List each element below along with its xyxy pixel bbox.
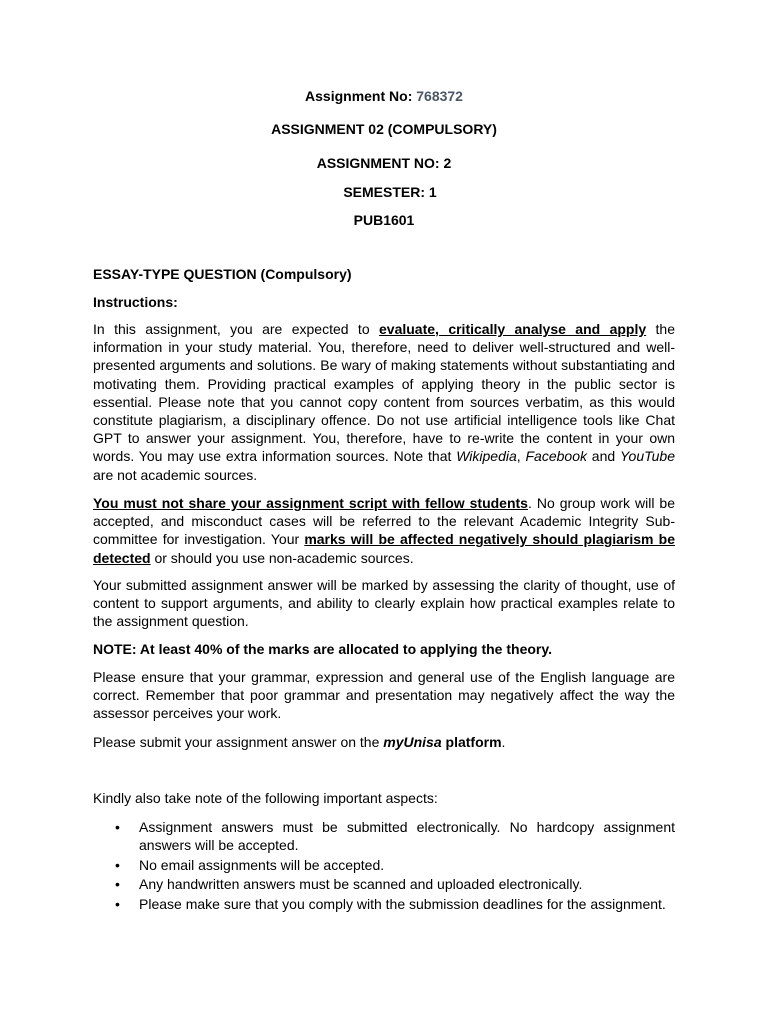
list-item	[93, 895, 675, 913]
bullet-icon: •	[115, 876, 120, 893]
para5-text: Please submit your assignment answer on the	[93, 734, 384, 750]
list-item	[93, 856, 675, 874]
paragraph-3	[93, 576, 675, 631]
aspects-intro: Kindly also take note of the following important aspects:	[93, 790, 438, 806]
source-youtube: YouTube	[619, 448, 675, 465]
para1-text-b: the information in your study material. You, therefore, need to deliver well-structured and well-presented arguments and solutions. Be wary of making statements without substantiating and motivating them. Providing practical examples of applying theory in the public sector is essential. Please note that you cannot copy content from sources verbatim, as this would constitute plagiarism, a disciplinary offence. Do not use artificial intelligence tools like Chat GPT to answer your assignment. You, therefore, have to re-write the content in your own words. You may use extra information sources. Note that	[93, 321, 675, 465]
assignment-number: ASSIGNMENT NO: 2	[316, 155, 452, 171]
para2-text-b: or should you use non-academic sources.	[150, 549, 414, 566]
para1-sep1: ,	[516, 448, 526, 465]
para1-sep2: and	[586, 448, 620, 465]
essay-heading: ESSAY-TYPE QUESTION (Compulsory)	[93, 266, 352, 282]
list-item	[93, 875, 675, 893]
list-item-text: Any handwritten answers must be scanned and uploaded electronically.	[139, 876, 583, 893]
para1-emphasis: evaluate, critically analyse and apply	[379, 321, 647, 337]
para5-end: .	[501, 734, 506, 750]
semester: SEMESTER: 1	[343, 184, 437, 200]
para3-text: Your submitted assignment answer will be marked by assessing the clarity of thought, use of content to support arguments, and ability to clearly explain how practical examples relate to the assignment question.	[93, 577, 675, 630]
platform-name: myUnisa	[383, 734, 442, 750]
bullet-icon: •	[115, 895, 120, 912]
bullet-icon: •	[115, 856, 120, 873]
module-code: PUB1601	[353, 212, 415, 228]
paragraph-5	[93, 733, 675, 751]
platform-suffix: platform	[441, 734, 502, 750]
list-item-text: Please make sure that you comply with the submission deadlines for the assignment.	[139, 895, 666, 912]
para2-emphasis-2: marks will be affected negatively should plagiarism be detected	[93, 531, 675, 566]
paragraph-2	[93, 494, 675, 567]
assignment-no-value: 768372	[416, 88, 463, 104]
para2-emphasis-1: You must not share your assignment script with fellow students	[93, 495, 528, 511]
assignment-number-line	[0, 87, 768, 105]
list-item	[93, 818, 675, 854]
bullet-icon: •	[115, 819, 120, 835]
list-item-text: Assignment answers must be submitted electronically. No hardcopy assignment answers will be accepted.	[139, 819, 675, 854]
paragraph-1	[93, 320, 675, 484]
assignment-no-label: Assignment No:	[305, 88, 413, 104]
para2-text-a: . No group work will be accepted, and misconduct cases will be referred to the relevant Academic Integrity Sub-committee for investigation. Your	[93, 495, 675, 548]
source-wikipedia: Wikipedia	[456, 448, 517, 465]
list-item-text: No email assignments will be accepted.	[139, 856, 385, 873]
para1-text-a: In this assignment, you are expected to	[93, 321, 379, 337]
note-line: NOTE: At least 40% of the marks are allocated to applying the theory.	[93, 641, 552, 657]
para4-text: Please ensure that your grammar, expression and general use of the English language are correct. Remember that poor grammar and presentation may negatively affect the way the assessor perceives your work.	[93, 669, 675, 722]
paragraph-4	[93, 668, 675, 723]
source-facebook: Facebook	[525, 448, 587, 465]
assignment-title: ASSIGNMENT 02 (COMPULSORY)	[271, 121, 497, 137]
instructions-heading: Instructions:	[93, 294, 178, 310]
para1-text-c: are not academic sources.	[93, 466, 258, 483]
aspects-list	[93, 818, 675, 915]
